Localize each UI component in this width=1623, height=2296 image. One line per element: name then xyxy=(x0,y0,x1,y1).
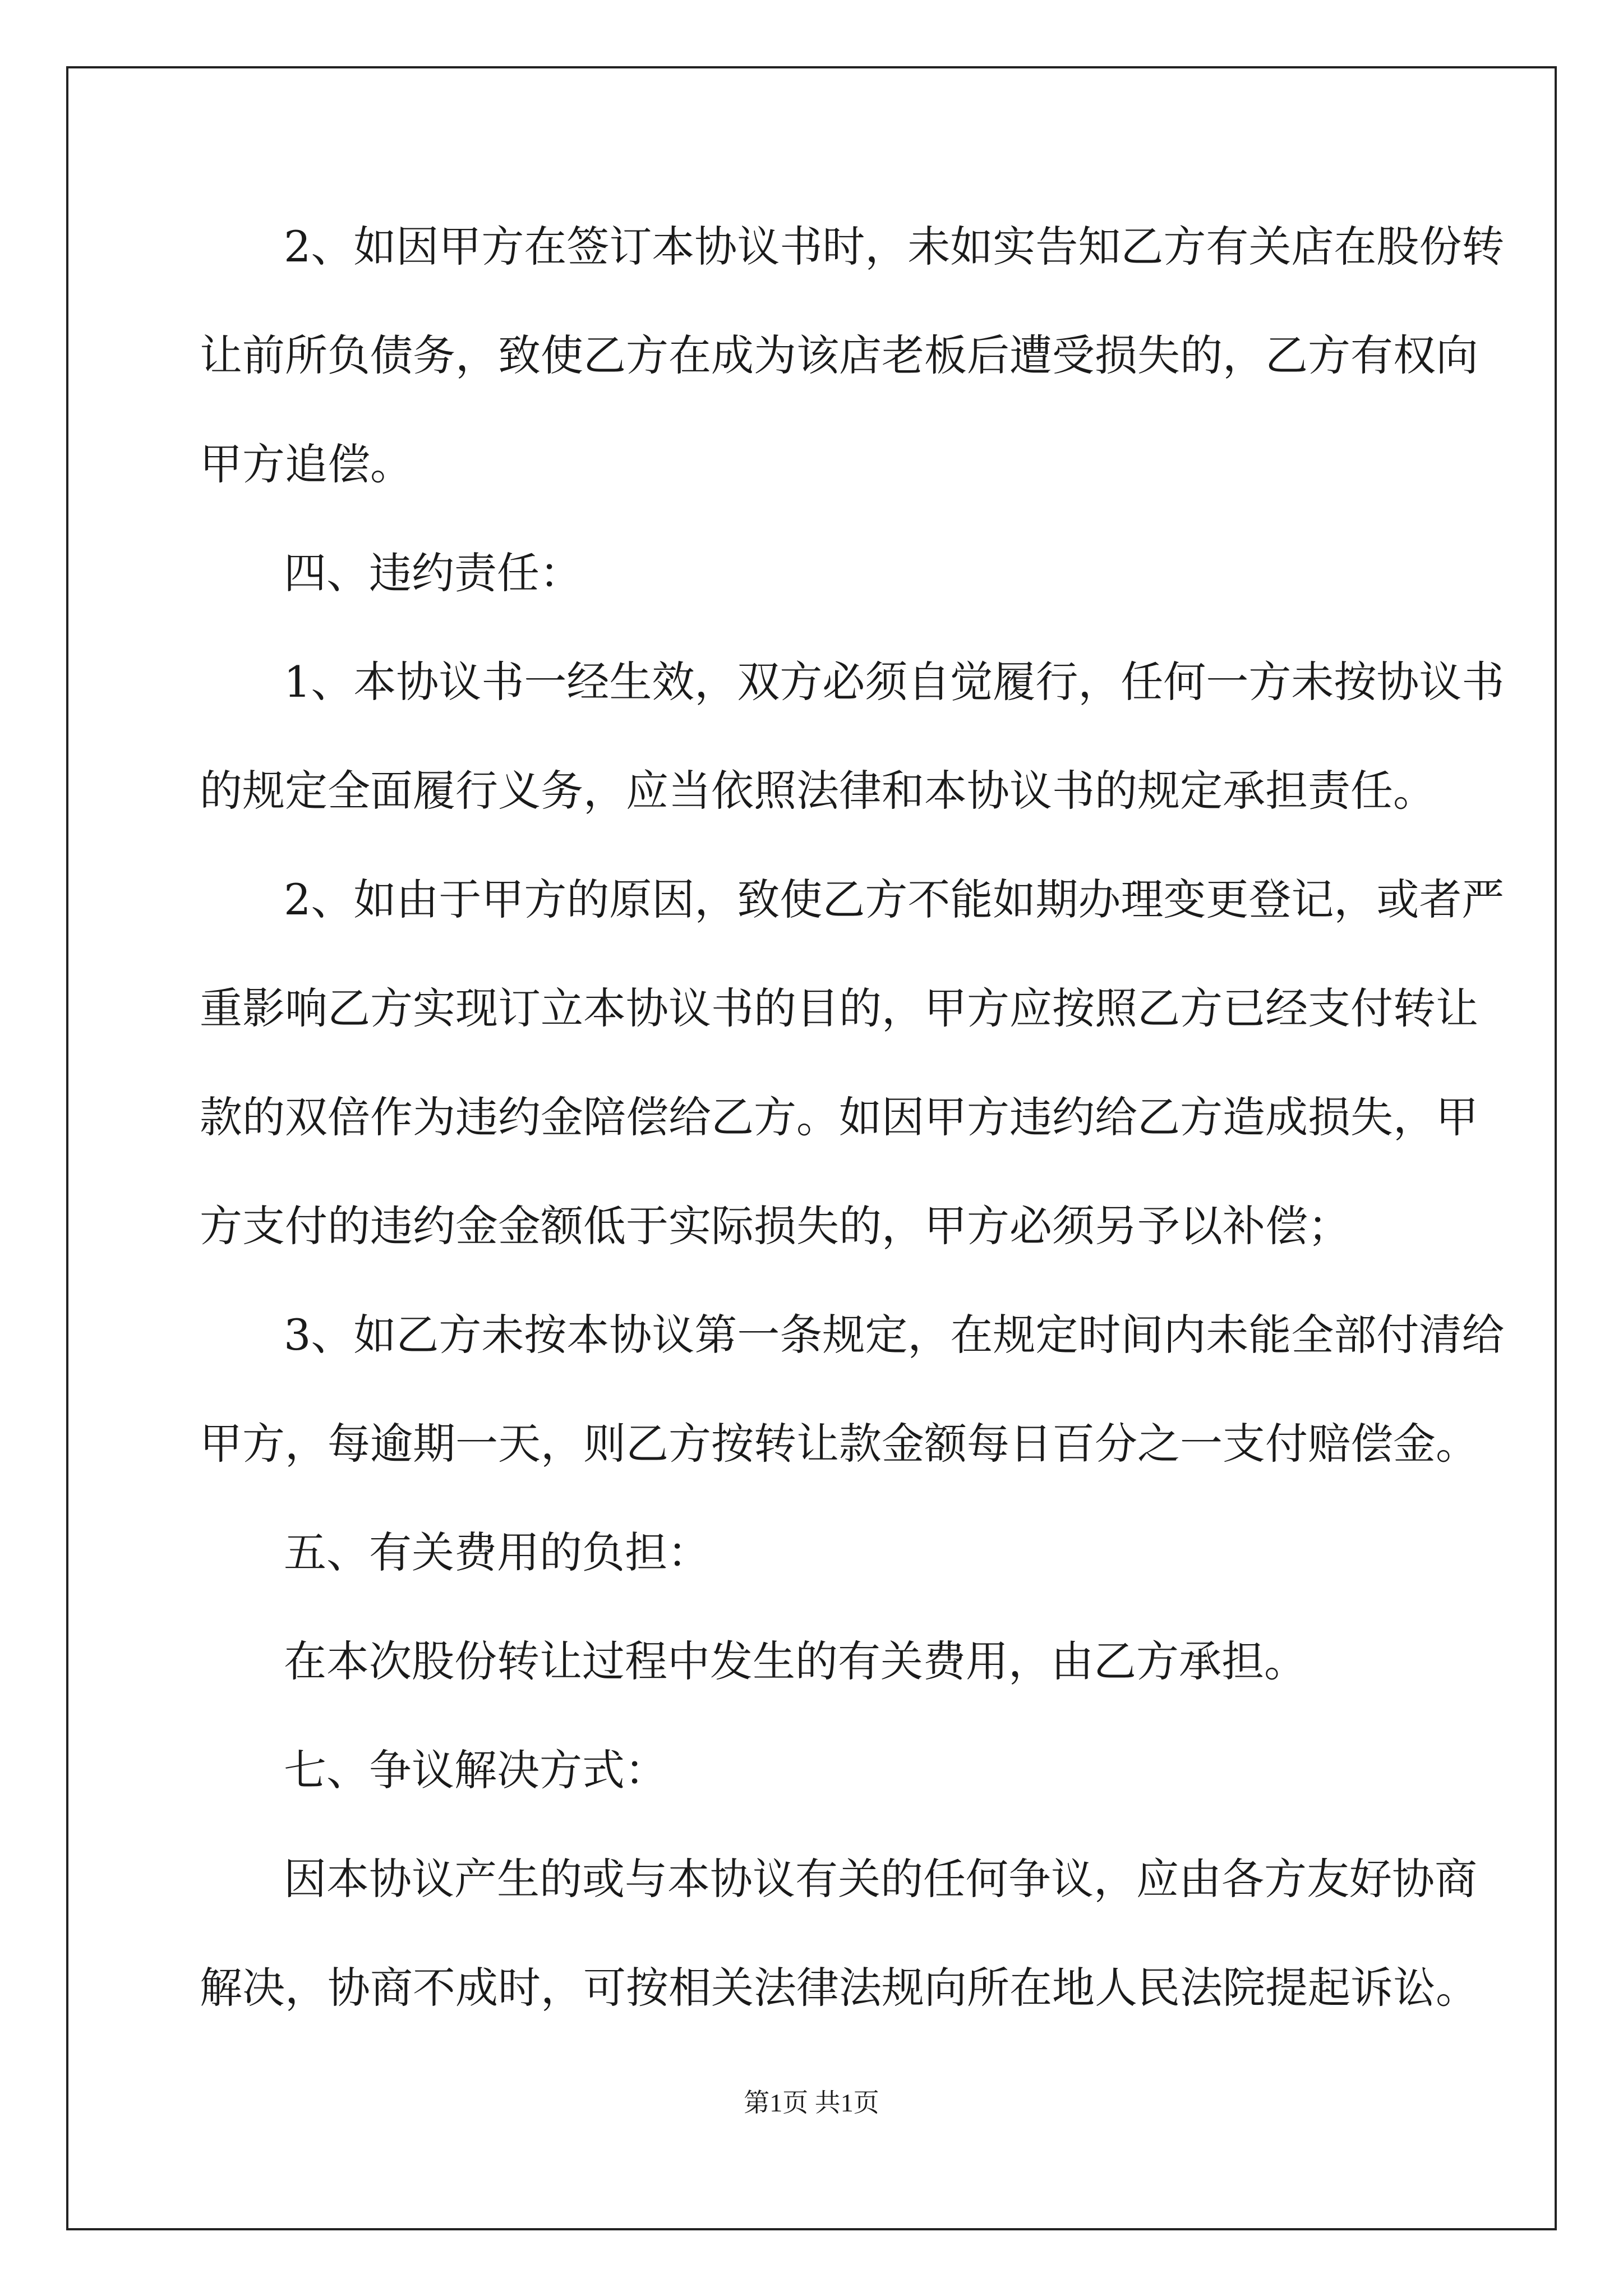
paragraph-line: 3、如乙方未按本协议第一条规定，在规定时间内未能全部付清给 xyxy=(284,1310,1505,1360)
paragraph-line: 1、本协议书一经生效，双方必须自觉履行，任何一方未按协议书 xyxy=(284,657,1505,707)
paragraph-line: 方支付的违约金金额低于实际损失的，甲方必须另予以补偿； xyxy=(200,1201,1350,1251)
paragraph-line: 2、如因甲方在签订本协议书时，未如实告知乙方有关店在股份转 xyxy=(284,222,1505,272)
paragraph-line: 解决，协商不成时，可按相关法律法规向所在地人民法院提起诉讼。 xyxy=(200,1963,1478,2013)
paragraph-line: 甲方追偿。 xyxy=(200,439,413,489)
paragraph-line: 在本次股份转让过程中发生的有关费用，由乙方承担。 xyxy=(284,1636,1307,1686)
paragraph-line: 让前所负债务，致使乙方在成为该店老板后遭受损失的，乙方有权向 xyxy=(200,330,1478,380)
paragraph-line: 款的双倍作为违约金陪偿给乙方。如因甲方违约给乙方造成损失，甲 xyxy=(200,1092,1478,1142)
section-heading: 七、争议解决方式： xyxy=(284,1745,667,1795)
section-heading: 四、违约责任： xyxy=(284,548,582,598)
paragraph-line: 的规定全面履行义务，应当依照法律和本协议书的规定承担责任。 xyxy=(200,766,1436,816)
paragraph-line: 甲方，每逾期一天，则乙方按转让款金额每日百分之一支付赔偿金。 xyxy=(200,1419,1478,1469)
paragraph-line: 因本协议产生的或与本协议有关的任何争议，应由各方友好协商 xyxy=(284,1854,1477,1904)
paragraph-line: 2、如由于甲方的原因，致使乙方不能如期办理变更登记，或者严 xyxy=(284,875,1505,924)
section-heading: 五、有关费用的负担： xyxy=(284,1527,710,1577)
paragraph-line: 重影响乙方实现订立本协议书的目的，甲方应按照乙方已经支付转让 xyxy=(200,983,1478,1033)
page-number-footer: 第1页 共1页 xyxy=(744,2088,879,2117)
